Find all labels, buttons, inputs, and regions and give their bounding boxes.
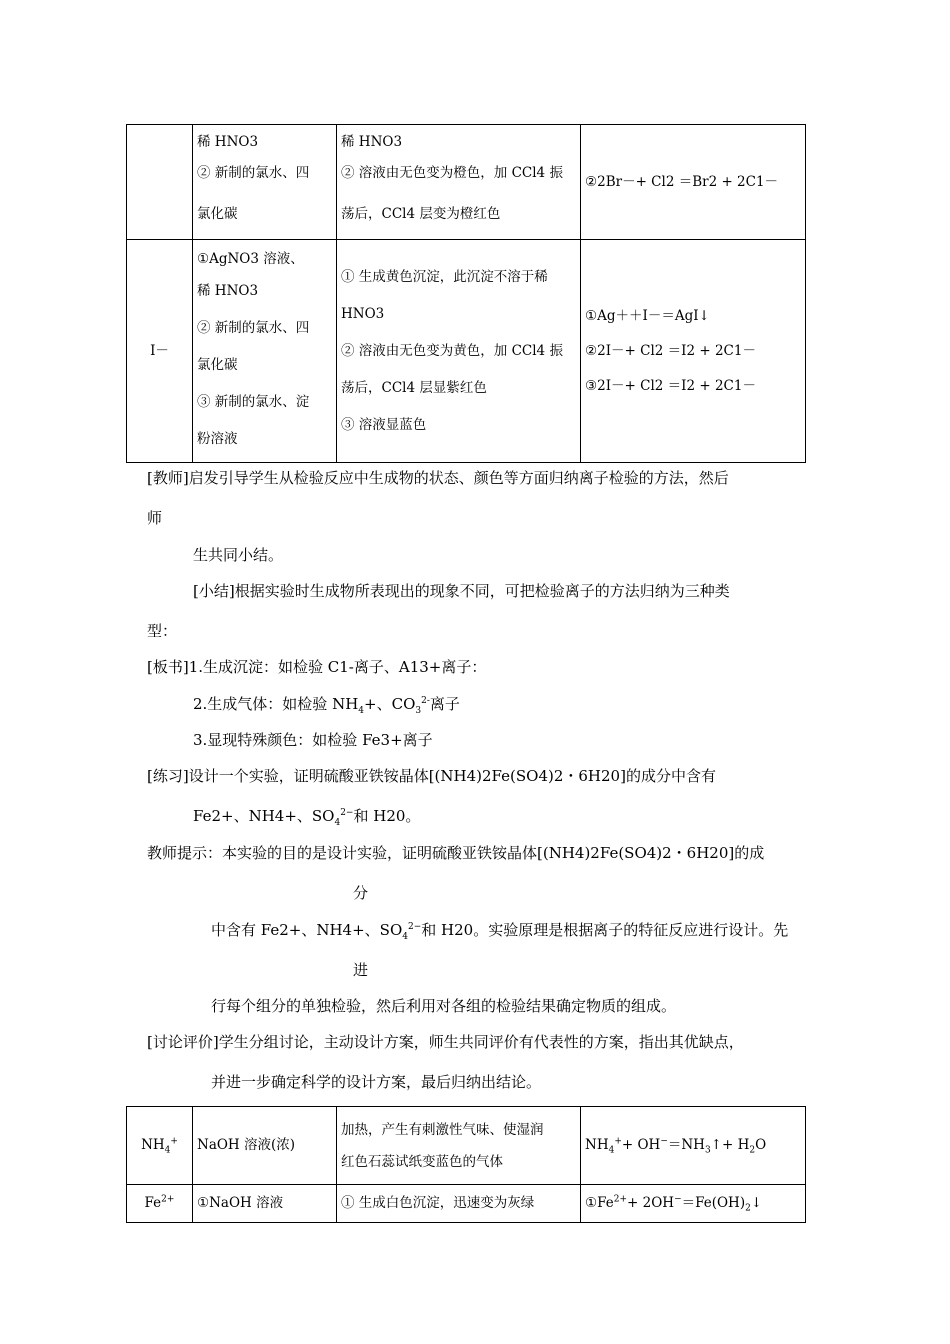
- teacher-paragraph-line1: [教师]启发引导学生从检验反应中生成物的状态、颜色等方面归纳离子检验的方法，然后: [147, 469, 729, 487]
- reagent-cell: ①AgNO3 溶液、 稀 HNO3 ② 新制的氯水、四 氯化碳 ③ 新制的氯水、淀 粉溶液: [193, 240, 337, 463]
- hint-line1: 教师提示：本实验的目的是设计实验，证明硫酸亚铁铵晶体[(NH4)2Fe(SO4)2・6H20]的成: [147, 844, 765, 862]
- board-item-2: 2.生成气体：如检验 $NH_4+$、$CO_3^{2-}$离子: [193, 695, 460, 716]
- discuss-line2: 并进一步确定科学的设计方案，最后归纳出结论。: [211, 1073, 542, 1091]
- board-item-1: [板书]1.生成沉淀：如检验 C1-离子、A13+离子：: [147, 658, 487, 676]
- hint-line2: 分: [353, 884, 369, 902]
- table-row: [127, 240, 806, 463]
- summary-paragraph-line2: 型：: [147, 622, 178, 640]
- equation-cell: ①Ag＋＋I－＝AgI↓ ②2I－+ Cl2 ＝I2 + 2C1－ ③2I－+ Cl2 ＝I2 + 2C1－: [581, 240, 806, 463]
- equation-cell: $①Fe^{2+}+$ $2OH^-=Fe(OH)_2↓$: [581, 1185, 806, 1223]
- ion-cell: $NH_4^+$: [127, 1107, 193, 1185]
- phenomenon-cell: ① 生成黄色沉淀，此沉淀不溶于稀 HNO3 ② 溶液由无色变为黄色，加 CCl4 振 荡后，CCl4 层显紫红色 ③ 溶液显蓝色: [337, 240, 581, 463]
- board-item-3: 3.显现特殊颜色：如检验 Fe3+离子: [193, 731, 433, 749]
- ion-test-table-top: [126, 124, 806, 463]
- hint-line5: 行每个组分的单独检验，然后利用对各组的检验结果确定物质的组成。: [211, 997, 677, 1015]
- equation-cell: $NH_4^++$ $OH^-=NH_3↑+ H_2O$: [581, 1107, 806, 1185]
- ion-cell: I－: [127, 240, 193, 463]
- teacher-paragraph-line2: 师: [147, 509, 163, 527]
- phenomenon-cell: 稀 HNO3 ② 溶液由无色变为橙色，加 CCl4 振 荡后，CCl4 层变为橙红色: [337, 125, 581, 240]
- table-row: [127, 1185, 806, 1223]
- reagent-cell: ①NaOH 溶液: [193, 1185, 337, 1223]
- ion-test-table-bottom: [126, 1106, 806, 1223]
- equation-cell: ②2Br－+ Cl2 ＝Br2 + 2C1－: [581, 125, 806, 240]
- summary-paragraph-line1: [小结]根据实验时生成物所表现出的现象不同，可把检验离子的方法归纳为三种类: [193, 582, 730, 600]
- table-row: [127, 125, 806, 240]
- hint-line4: 进: [353, 961, 369, 979]
- ion-cell: $Fe^{2+}$: [127, 1185, 193, 1223]
- reagent-cell: 稀 HNO3 ② 新制的氯水、四 氯化碳: [193, 125, 337, 240]
- phenomenon-cell: ① 生成白色沉淀，迅速变为灰绿: [337, 1185, 581, 1223]
- reagent-cell: NaOH 溶液(浓): [193, 1107, 337, 1185]
- practice-line2: Fe2+、NH4+、$SO_4^{2-}$和 H20。: [193, 807, 421, 828]
- hint-line3: 中含有 Fe2+、NH4+、$SO_4^{2-}$和 H20。实验原理是根据离子的特征反应进行设计。先: [211, 921, 789, 942]
- practice-line1: [练习]设计一个实验，证明硫酸亚铁铵晶体[(NH4)2Fe(SO4)2・6H20]的成分中含有: [147, 767, 716, 785]
- ion-cell: [127, 125, 193, 240]
- table-row: [127, 1107, 806, 1185]
- discuss-line1: [讨论评价]学生分组讨论，主动设计方案，师生共同评价有代表性的方案，指出其优缺点，: [147, 1033, 744, 1051]
- teacher-paragraph-line3: 生共同小结。: [193, 546, 284, 564]
- phenomenon-cell: 加热，产生有刺激性气味、使湿润 红色石蕊试纸变蓝色的气体: [337, 1107, 581, 1185]
